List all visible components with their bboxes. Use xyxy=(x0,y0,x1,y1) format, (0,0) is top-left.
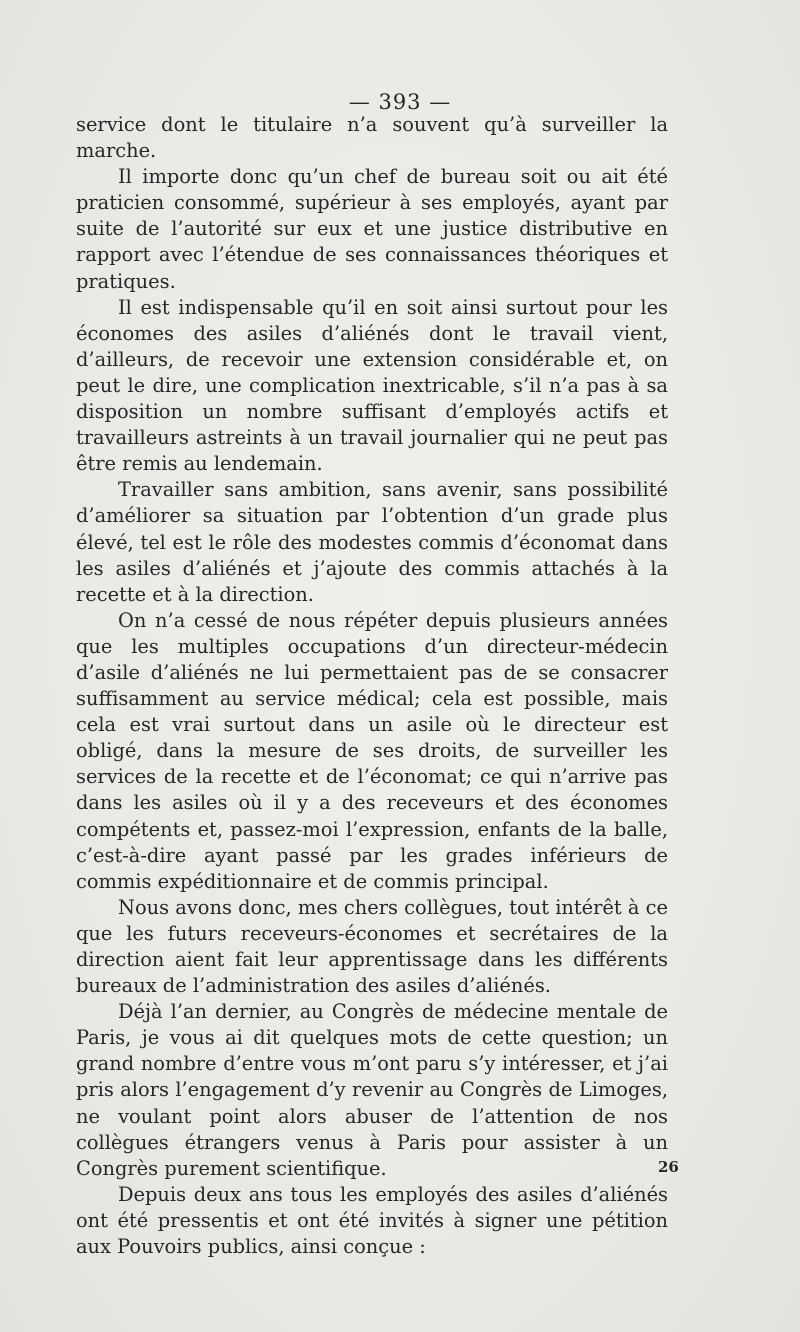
paragraph: Il est indispensable qu’il en soit ainsi surtout pour les économes des asiles d’aliénés dont le travail vient, d’ailleurs, de recevoir une extension considérable et, on peut le dire, une complication inextricable, s’il n’a pas à sa disposition un nombre suffisant d’employés actifs et travailleurs astreints à un travail journalier qui ne peut pas être remis au lendemain. xyxy=(76,295,668,476)
paragraph: Nous avons donc, mes chers collègues, tout intérêt à ce que les futurs receveurs-économes et secrétaires de la direction aient fait leur apprentissage dans les différents bureaux de l’administration des asiles d’aliénés. xyxy=(76,895,668,998)
paragraph: Depuis deux ans tous les employés des asiles d’aliénés ont été pressentis et ont été invités à signer une pétition aux Pouvoirs publics, ainsi conçue : xyxy=(76,1182,668,1259)
page-number-header: — 393 — xyxy=(348,90,452,114)
paragraph: Déjà l’an dernier, au Congrès de médecine mentale de Paris, je vous ai dit quelques mots de cette question; un grand nombre d’entre vous m’ont paru s’y intéresser, et j’ai pris alors l’engagement d’y revenir au Congrès de Limoges, ne voulant point alors abuser de l’attention de nos collègues étrangers venus à Paris pour assister à un Congrès purement scientifique. xyxy=(76,1000,668,1180)
paragraph: Travailler sans ambition, sans avenir, sans possibilité d’améliorer sa situation par l’obtention d’un grade plus élevé, tel est le rôle des modestes commis d’économat dans les asiles d’aliénés et j’ajoute des commis attachés à la recette et à la direction. xyxy=(76,478,668,606)
body-text xyxy=(76,112,668,1260)
printer-signature-mark: 26 xyxy=(658,1158,679,1176)
paragraph: Il importe donc qu’un chef de bureau soit ou ait été praticien consommé, supérieur à ses employés, ayant par suite de l’autorité sur eux et une justice distributive en rapport avec l’étendue de ses connaissances théoriques et pratiques. xyxy=(76,165,668,293)
paragraph: On n’a cessé de nous répéter depuis plusieurs années que les multiples occupations d’un directeur-médecin d’asile d’aliénés ne lui permettaient pas de se consacrer suffisamment au service médical; cela est possible, mais cela est vrai surtout dans un asile où le directeur est obligé, dans la mesure de ses droits, de surveiller les services de la recette et de l’économat; ce qui n’arrive pas dans les asiles où il y a des receveurs et des économes compétents et, passez-moi l’expression, enfants de la balle, c’est-à-dire ayant passé par les grades inférieurs de commis expéditionnaire et de commis principal. xyxy=(76,608,668,893)
paragraph-continuation: service dont le titulaire n’a souvent qu’à surveiller la marche. xyxy=(76,113,668,163)
